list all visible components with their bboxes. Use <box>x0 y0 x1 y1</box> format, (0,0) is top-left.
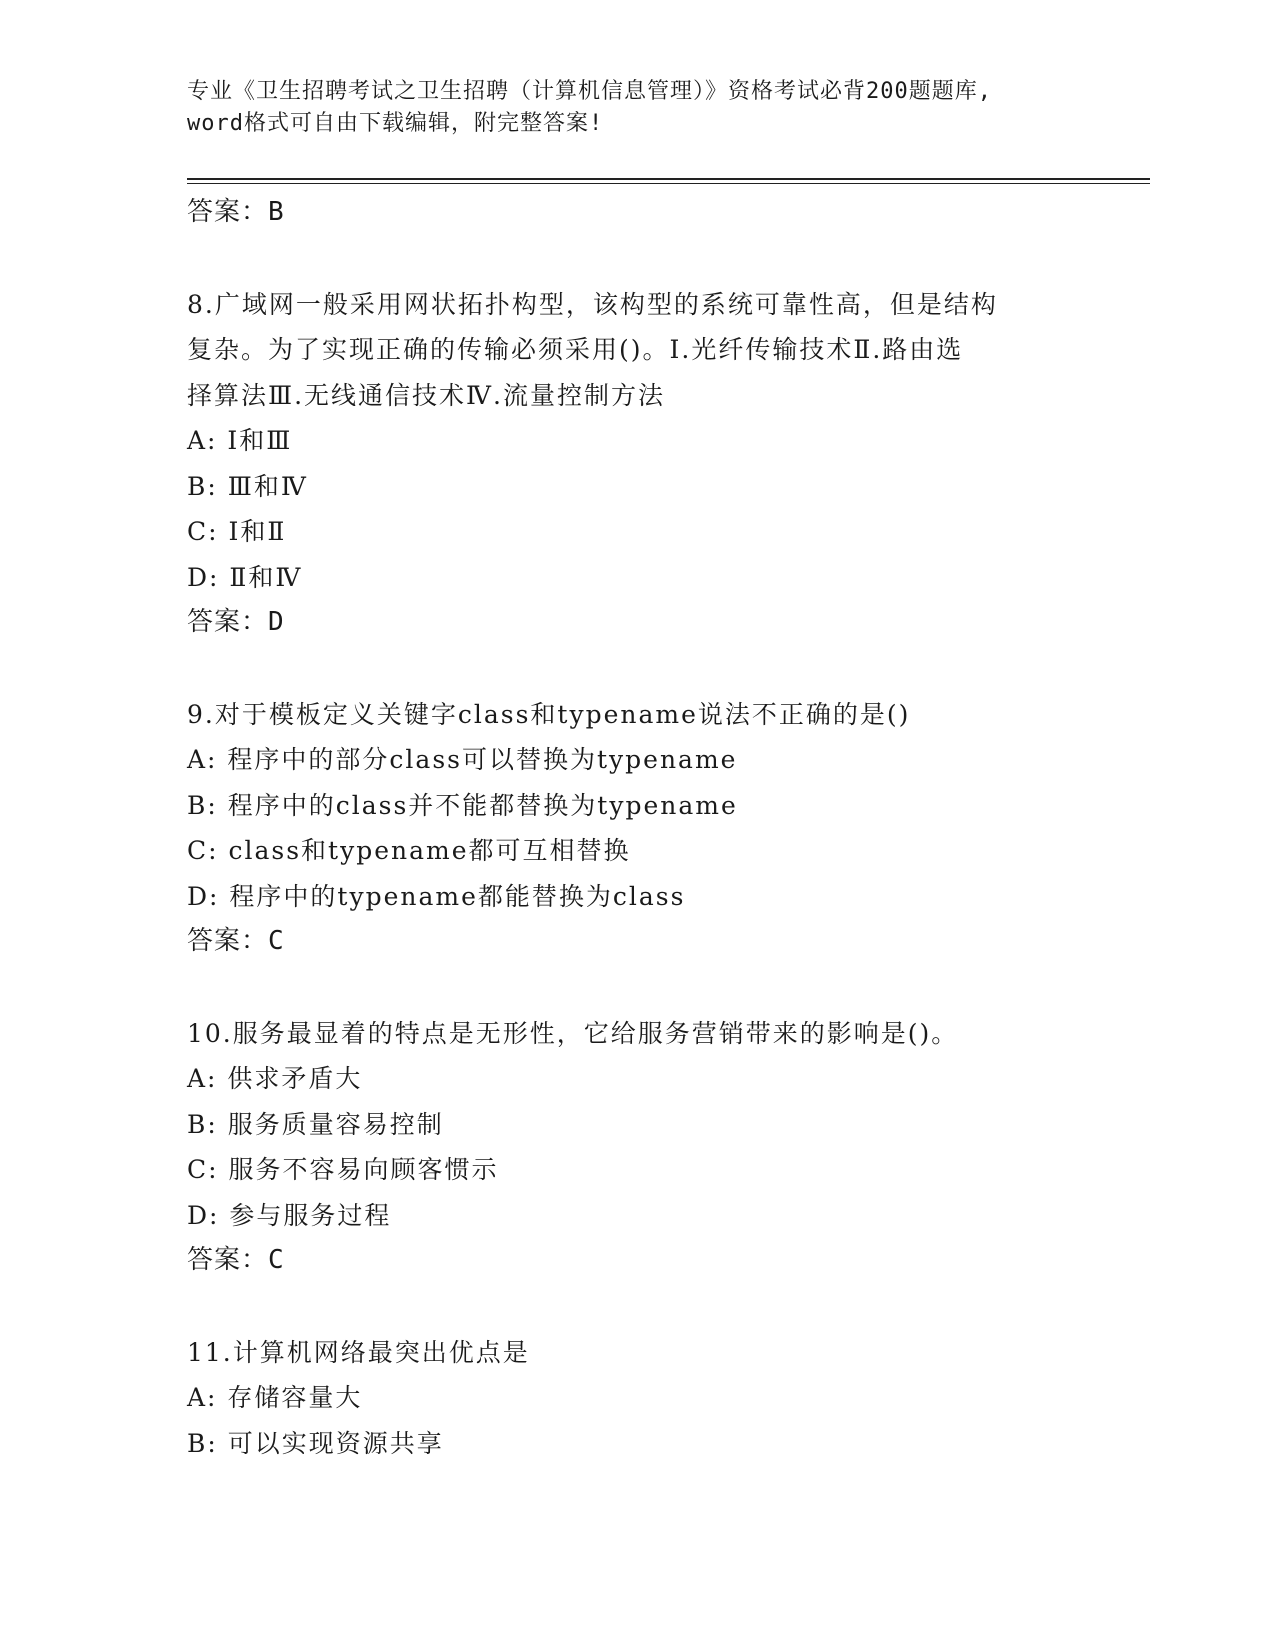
question-11 <box>187 1330 1087 1467</box>
header-divider-thin <box>187 183 1150 184</box>
previous-answer: 答案：B <box>187 197 285 227</box>
question-stem-line: 11.计算机网络最突出优点是 <box>187 1337 530 1367</box>
question-8 <box>187 282 1087 646</box>
option-b: B: 服务质量容易控制 <box>187 1109 444 1139</box>
option-c: C: 服务不容易向顾客惯示 <box>187 1155 499 1184</box>
option-c: C: Ⅰ和Ⅱ <box>187 517 287 546</box>
question-stem-line: 复杂。为了实现正确的传输必须采用()。Ⅰ.光纤传输技术Ⅱ.路由选 <box>187 335 964 364</box>
question-stem-line: 择算法Ⅲ.无线通信技术Ⅳ.流量控制方法 <box>187 380 665 410</box>
option-a: A: Ⅰ和Ⅲ <box>187 426 293 455</box>
option-b: B: 程序中的class并不能都替换为typename <box>187 790 738 820</box>
answer: 答案：C <box>187 926 285 956</box>
question-content <box>187 190 1087 1466</box>
question-stem-line: 8.广域网一般采用网状拓扑构型，该构型的系统可靠性高，但是结构 <box>187 289 998 319</box>
question-9 <box>187 692 1087 965</box>
document-header <box>187 76 1087 140</box>
option-d: D: 程序中的typename都能替换为class <box>187 881 686 911</box>
option-a: A: 程序中的部分class可以替换为typename <box>187 745 738 774</box>
header-line-2: word格式可自由下载编辑，附完整答案! <box>187 111 604 136</box>
answer: 答案：D <box>187 607 285 637</box>
answer: 答案：C <box>187 1245 285 1275</box>
option-b: B: 可以实现资源共享 <box>187 1428 444 1458</box>
question-stem-line: 10.服务最显着的特点是无形性，它给服务营销带来的影响是()。 <box>187 1018 959 1048</box>
option-b: B: Ⅲ和Ⅳ <box>187 471 308 501</box>
header-line-1: 专业《卫生招聘考试之卫生招聘（计算机信息管理）》资格考试必背200题题库, <box>187 79 992 104</box>
option-a: A: 供求矛盾大 <box>187 1064 363 1093</box>
header-divider <box>187 178 1150 180</box>
option-d: D: Ⅱ和Ⅳ <box>187 562 303 592</box>
option-c: C: class和typename都可互相替换 <box>187 836 631 865</box>
option-a: A: 存储容量大 <box>187 1383 363 1412</box>
option-d: D: 参与服务过程 <box>187 1200 392 1230</box>
question-stem-line: 9.对于模板定义关键字class和typename说法不正确的是() <box>187 699 911 729</box>
question-10 <box>187 1011 1087 1284</box>
